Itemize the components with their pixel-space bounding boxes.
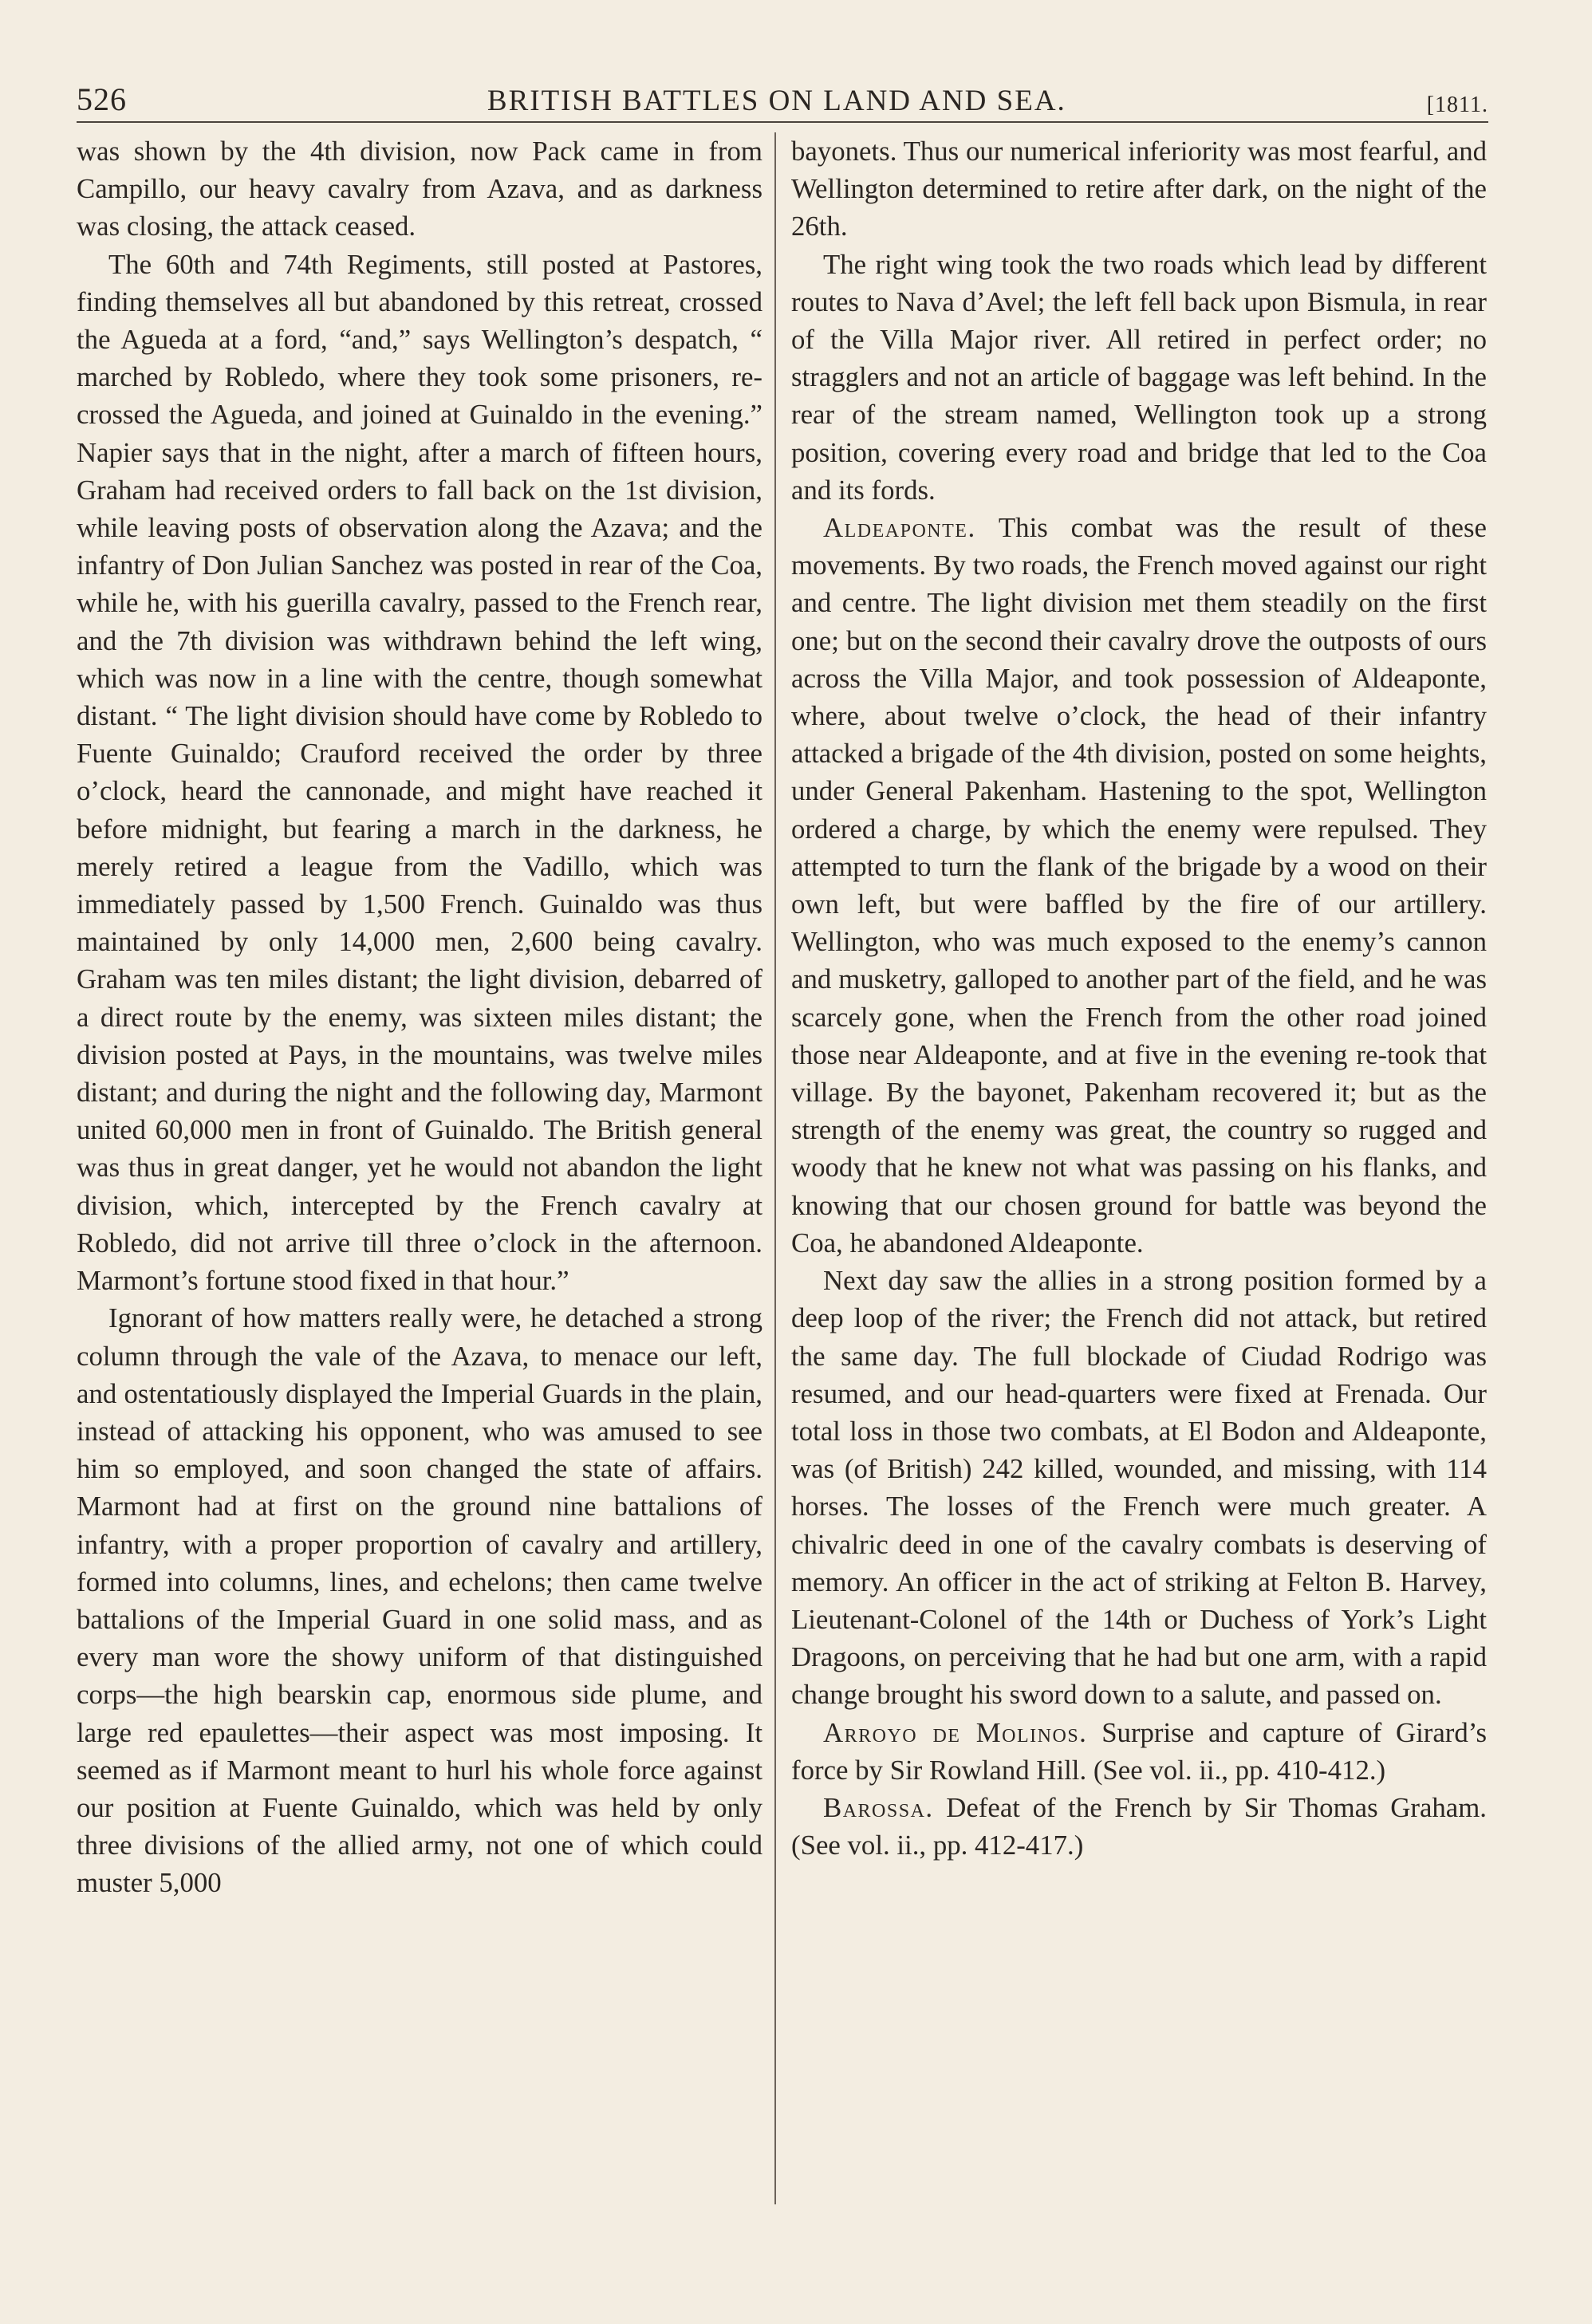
paragraph	[791, 509, 1487, 1262]
section-heading: Aldeaponte.	[823, 512, 976, 544]
section-heading: Arroyo de Molinos.	[823, 1716, 1088, 1748]
running-title: BRITISH BATTLES ON LAND AND SEA.	[487, 85, 1066, 117]
left-column	[77, 132, 763, 1902]
page-number: 526	[77, 81, 127, 117]
paragraph	[791, 1789, 1487, 1864]
year-mark: [1811.	[1426, 93, 1488, 117]
paragraph-text: This combat was the result of these movements. By two roads, the French moved against our right and centre. The light division met them steadily on the first one; but on the second their cavalry drove the outposts of ours across the Villa Major, and took possession of Aldeaponte, where, about twelve o’clock, the head of their infantry attacked a brigade of the 4th division, posted on some heights, under General Pakenham. Hastening to the spot, Wellington ordered a charge, by which the enemy were repulsed. They attempted to turn the flank of the brigade by a wood on their own left, but were baffled by the fire of our artillery. Wellington, who was much exposed to the enemy’s cannon and musketry, galloped to another part of the field, and he was scarcely gone, when the French from the other road joined those near Aldeaponte, and at five in the evening re-took that village. By the bayonet, Pakenham recovered it; but as the strength of the enemy was great, the country so rugged and woody that he knew not what was passing on his flanks, and knowing that our chosen ground for battle was beyond the Coa, he abandoned Aldeaponte.	[791, 512, 1487, 1259]
paragraph: was shown by the 4th division, now Pack came in from Campillo, our heavy cavalry from Azava, and as darkness was closing, the attack ceased.	[77, 136, 763, 242]
paragraph: Ignorant of how matters really were, he detached a strong column through the vale of the Azava, to menace our left, and ostentatiously displayed the Imperial Guards in the plain, instead of attacking his opponent, who was amused to see him so employed, and soon changed the state of affairs. Marmont had at first on the ground nine battalions of infantry, with a proper proportion of cavalry and artillery, formed into columns, lines, and echelons; then came twelve battalions of the Imperial Guard in one solid mass, and as every man wore the showy uniform of that distinguished corps—the high bearskin cap, enormous side plume, and large red epaulettes—their aspect was most imposing. It seemed as if Marmont meant to hurl his whole force against our position at Fuente Guinaldo, which was held by only three divisions of the allied army, not one of which could muster 5,000	[77, 1302, 763, 1899]
paragraph: bayonets. Thus our numerical inferiority was most fearful, and Wellington determined to retire after dark, on the night of the 26th.	[791, 136, 1487, 242]
paragraph: The right wing took the two roads which lead by different routes to Nava d’Avel; the left fell back upon Bismula, in rear of the Villa Major river. All retired in perfect order; no stragglers and not an article of baggage was left behind. In the rear of the stream named, Wellington took up a strong position, covering every road and bridge that led to the Coa and its fords.	[791, 248, 1487, 506]
running-head	[77, 70, 1488, 123]
paragraph-text: Defeat of the French by Sir Thomas Graham. (See vol. ii., pp. 412-417.)	[791, 1791, 1488, 1861]
paragraph: The 60th and 74th Regiments, still posted at Pastores, finding themselves all but abandoned by this retreat, crossed the Agueda at a ford, “and,” says Wellington’s despatch, “ marched by Robledo, where they took some prisoners, re-crossed the Agueda, and joined at Guinaldo in the evening.” Napier says that in the night, after a march of fifteen hours, Graham had received orders to fall back on the 1st division, while leaving posts of observation along the Azava; and the infantry of Don Julian Sanchez was posted in rear of the Coa, while he, with his guerilla cavalry, passed to the French rear, and the 7th division was withdrawn behind the left wing, which was now in a line with the centre, though somewhat distant. “ The light division should have come by Robledo to Fuente Guinaldo; Crauford received the order by three o’clock, heard the cannonade, and might have reached it before midnight, but fearing a march in the darkness, he merely retired a league from the Vadillo, which was immediately passed by 1,500 French. Guinaldo was thus maintained by only 14,000 men, 2,600 being cavalry. Graham was ten miles distant; the light division, debarred of a direct route by the enemy, was sixteen miles distant; the division posted at Pays, in the mountains, was twelve miles distant; and during the night and the following day, Marmont united 60,000 men in front of Guinaldo. The British general was thus in great danger, yet he would not abandon the light division, which, intercepted by the French cavalry at Robledo, did not arrive till three o’clock in the afternoon. Marmont’s fortune stood fixed in that hour.”	[77, 248, 763, 1297]
paragraph	[791, 1714, 1487, 1789]
right-column	[791, 132, 1487, 1864]
paragraph-text: Surprise and capture of Girard’s force by Sir Rowland Hill. (See vol. ii., pp. 410-412.)	[791, 1716, 1488, 1786]
paragraph: Next day saw the allies in a strong position formed by a deep loop of the river; the French did not attack, but retired the same day. The full blockade of Ciudad Rodrigo was resumed, and our head-quarters were fixed at Frenada. Our total loss in those two combats, at El Bodon and Aldeaponte, was (of British) 242 killed, wounded, and missing, with 114 horses. The losses of the French were much greater. A chivalric deed in one of the cavalry combats is deserving of memory. An officer in the act of striking at Felton B. Harvey, Lieutenant-Colonel of the 14th or Duchess of York’s Light Dragoons, on perceiving that he had but one arm, with a rapid change brought his sword down to a salute, and passed on.	[791, 1265, 1487, 1711]
column-divider	[774, 132, 776, 2204]
section-heading: Barossa.	[823, 1791, 934, 1823]
